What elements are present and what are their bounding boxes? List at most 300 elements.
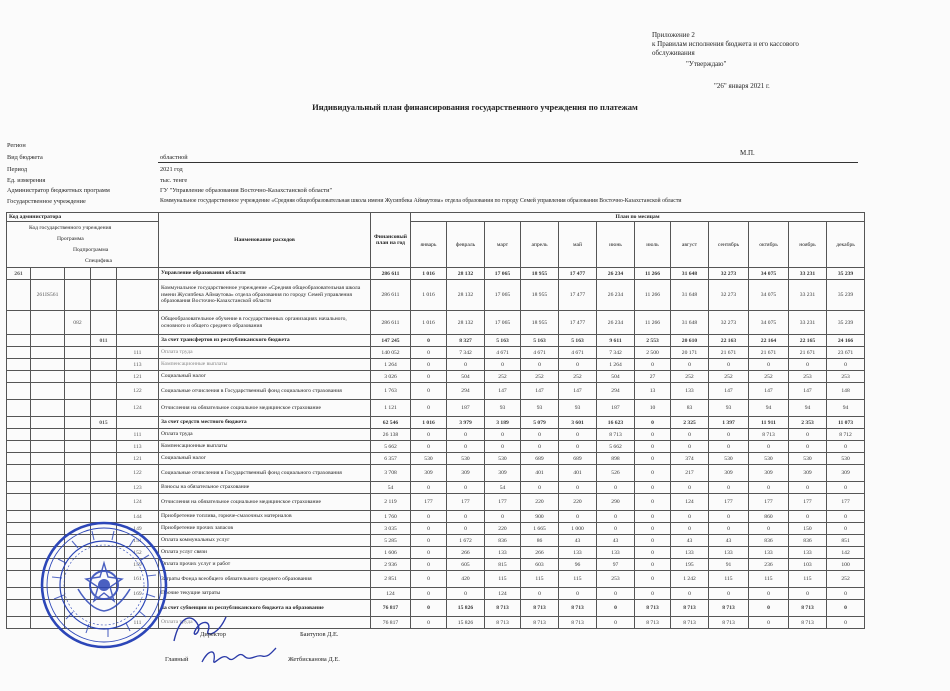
month-value-cell: 1 016	[411, 311, 447, 335]
month-value-cell: 252	[559, 371, 597, 383]
month-value-cell: 0	[635, 441, 671, 453]
month-value-cell: 8 713	[485, 617, 521, 629]
month-value-cell: 0	[789, 511, 827, 523]
month-value-cell: 0	[485, 441, 521, 453]
month-value-cell: 0	[559, 429, 597, 441]
accountant-label: Главный	[165, 656, 189, 663]
month-value-cell: 142	[827, 547, 865, 559]
month-value-cell: 21 671	[789, 347, 827, 359]
code-cell	[31, 371, 65, 383]
month-value-cell: 0	[827, 523, 865, 535]
month-value-cell: 22 163	[709, 335, 749, 347]
annual-plan-cell: 54	[371, 482, 411, 494]
month-value-cell: 253	[827, 371, 865, 383]
month-value-cell: 86	[521, 535, 559, 547]
code-cell: 111	[117, 347, 159, 359]
month-value-cell: 115	[749, 571, 789, 588]
code-cell	[91, 268, 117, 280]
month-value-cell: 689	[559, 453, 597, 465]
month-value-cell: 504	[447, 371, 485, 383]
month-value-cell: 26 234	[597, 311, 635, 335]
month-value-cell: 603	[521, 559, 559, 571]
code-cell: 159	[117, 559, 159, 571]
month-value-cell: 187	[447, 400, 485, 417]
month-value-cell: 309	[789, 465, 827, 482]
month-value-cell: 0	[749, 600, 789, 617]
month-value-cell: 5 079	[521, 417, 559, 429]
code-cell	[7, 511, 31, 523]
month-value-cell: 0	[447, 511, 485, 523]
month-value-cell: 133	[485, 547, 521, 559]
month-value-cell: 0	[789, 441, 827, 453]
month-value-cell: 8 713	[521, 600, 559, 617]
expense-name-cell: За счет средств местного бюджета	[159, 417, 371, 429]
expense-name-cell: За счет трансфертов из республиканского бюджета	[159, 335, 371, 347]
month-value-cell: 0	[411, 371, 447, 383]
month-value-cell: 11 911	[749, 417, 789, 429]
month-value-cell: 187	[597, 400, 635, 417]
month-value-cell: 0	[411, 347, 447, 359]
month-value-cell: 294	[597, 383, 635, 400]
month-value-cell: 54	[485, 482, 521, 494]
table-row	[7, 400, 865, 417]
month-value-cell: 0	[411, 571, 447, 588]
month-value-cell: 0	[597, 617, 635, 629]
month-value-cell: 1 397	[709, 417, 749, 429]
month-value-cell: 15 826	[447, 617, 485, 629]
month-value-cell: 0	[749, 588, 789, 600]
month-value-cell: 1 016	[411, 268, 447, 280]
month-value-cell: 94	[749, 400, 789, 417]
month-value-cell: 177	[789, 494, 827, 511]
month-value-cell: 5 662	[597, 441, 635, 453]
month-value-cell: 530	[789, 453, 827, 465]
month-value-cell: 26 234	[597, 280, 635, 311]
code-cell	[91, 311, 117, 335]
expense-name-cell: Компенсационные выплаты	[159, 359, 371, 371]
expense-name-cell: Оплата труда	[159, 429, 371, 441]
month-value-cell: 0	[521, 429, 559, 441]
month-value-cell: 103	[789, 559, 827, 571]
month-value-cell: 290	[597, 494, 635, 511]
month-value-cell: 900	[521, 511, 559, 523]
month-value-cell: 0	[559, 511, 597, 523]
table-row	[7, 268, 865, 280]
month-value-cell: 252	[749, 371, 789, 383]
month-value-cell: 31 648	[671, 311, 709, 335]
month-value-cell: 133	[671, 383, 709, 400]
code-cell	[7, 547, 31, 559]
month-value-cell: 0	[635, 429, 671, 441]
table-row	[7, 371, 865, 383]
meta-value: областной	[160, 154, 188, 161]
seal-place-label: М.П.	[740, 149, 755, 157]
month-value-cell: 32 273	[709, 280, 749, 311]
month-value-cell: 17 477	[559, 268, 597, 280]
month-value-cell: 147	[559, 383, 597, 400]
appendix-line: к Правилам исполнения бюджета и его кассового	[652, 40, 799, 48]
code-cell	[7, 311, 31, 335]
month-value-cell: 253	[789, 371, 827, 383]
month-value-cell: 374	[671, 453, 709, 465]
month-value-cell: 195	[671, 559, 709, 571]
code-cell	[31, 417, 65, 429]
month-value-cell: 0	[411, 441, 447, 453]
annual-plan-cell: 26 138	[371, 429, 411, 441]
month-value-cell: 0	[709, 523, 749, 535]
month-value-cell: 0	[521, 359, 559, 371]
month-value-cell: 43	[671, 535, 709, 547]
month-value-cell: 97	[597, 559, 635, 571]
month-value-cell: 4 671	[559, 347, 597, 359]
annual-plan-cell: 6 357	[371, 453, 411, 465]
code-cell	[65, 383, 91, 400]
month-value-cell: 4 671	[521, 347, 559, 359]
month-value-cell: 93	[521, 400, 559, 417]
month-value-cell: 13	[635, 383, 671, 400]
month-value-cell: 2 500	[635, 347, 671, 359]
month-value-cell: 177	[827, 494, 865, 511]
subprogram-header: Подпрограмма	[73, 246, 109, 253]
month-value-cell: 2 553	[635, 335, 671, 347]
code-cell	[31, 347, 65, 359]
code-cell	[7, 559, 31, 571]
table-row	[7, 494, 865, 511]
month-value-cell: 1 665	[521, 523, 559, 535]
month-header: декабрь	[827, 222, 865, 268]
meta-value: 2021 год	[160, 166, 183, 173]
month-value-cell: 0	[635, 588, 671, 600]
code-cell	[7, 588, 31, 600]
code-cell	[7, 535, 31, 547]
code-cell	[7, 335, 31, 347]
month-value-cell: 8 713	[559, 617, 597, 629]
month-value-cell: 309	[709, 465, 749, 482]
annual-plan-cell: 286 611	[371, 311, 411, 335]
code-cell	[31, 268, 65, 280]
month-value-cell: 96	[559, 559, 597, 571]
month-value-cell: 0	[749, 617, 789, 629]
month-value-cell: 266	[447, 547, 485, 559]
name-header: Наименование расходов	[159, 213, 371, 268]
month-value-cell: 93	[709, 400, 749, 417]
code-cell	[65, 429, 91, 441]
month-value-cell: 0	[597, 482, 635, 494]
code-cell	[7, 359, 31, 371]
month-value-cell: 0	[827, 617, 865, 629]
month-value-cell: 0	[559, 441, 597, 453]
month-value-cell: 93	[485, 400, 521, 417]
month-value-cell: 0	[709, 441, 749, 453]
month-value-cell: 530	[485, 453, 521, 465]
month-value-cell: 0	[559, 359, 597, 371]
month-value-cell: 252	[709, 371, 749, 383]
meta-label: Ед. измерения	[7, 177, 46, 184]
month-value-cell: 0	[597, 523, 635, 535]
expense-name-cell: Приобретение топлива, горюче-смазочных материалов	[159, 511, 371, 523]
code-cell	[65, 400, 91, 417]
month-value-cell: 530	[709, 453, 749, 465]
month-value-cell: 0	[635, 535, 671, 547]
month-value-cell: 836	[749, 535, 789, 547]
month-value-cell: 2 325	[671, 417, 709, 429]
month-value-cell: 0	[709, 511, 749, 523]
month-value-cell: 91	[709, 559, 749, 571]
month-value-cell: 0	[411, 383, 447, 400]
month-value-cell: 150	[789, 523, 827, 535]
expense-name-cell: Общеобразовательное обучение в государственных организациях начального, основного и общего среднего образования	[159, 311, 371, 335]
code-cell: 261IS561	[31, 280, 65, 311]
month-value-cell: 530	[411, 453, 447, 465]
annual-plan-cell: 3 035	[371, 523, 411, 535]
code-cell	[7, 417, 31, 429]
month-value-cell: 8 713	[597, 429, 635, 441]
month-value-cell: 252	[827, 571, 865, 588]
month-value-cell: 0	[635, 494, 671, 511]
month-value-cell: 177	[411, 494, 447, 511]
month-value-cell: 0	[635, 511, 671, 523]
month-value-cell: 0	[635, 523, 671, 535]
month-value-cell: 133	[749, 547, 789, 559]
month-value-cell: 8 713	[789, 617, 827, 629]
month-value-cell: 0	[411, 617, 447, 629]
code-cell: 113	[117, 359, 159, 371]
month-value-cell: 17 065	[485, 280, 521, 311]
month-value-cell: 0	[709, 359, 749, 371]
month-value-cell: 124	[671, 494, 709, 511]
month-value-cell: 133	[789, 547, 827, 559]
appendix-note	[652, 31, 799, 58]
month-value-cell: 0	[411, 535, 447, 547]
expense-name-cell: Компенсационные выплаты	[159, 441, 371, 453]
month-value-cell: 32 273	[709, 268, 749, 280]
month-value-cell: 8 713	[521, 617, 559, 629]
month-value-cell: 0	[671, 588, 709, 600]
month-value-cell: 504	[597, 371, 635, 383]
month-value-cell: 16 623	[597, 417, 635, 429]
month-value-cell: 220	[559, 494, 597, 511]
month-value-cell: 0	[789, 588, 827, 600]
month-value-cell: 0	[447, 482, 485, 494]
month-value-cell: 0	[411, 359, 447, 371]
table-row	[7, 429, 865, 441]
code-cell	[117, 311, 159, 335]
month-value-cell: 0	[671, 429, 709, 441]
code-cell	[91, 359, 117, 371]
code-cell	[65, 417, 91, 429]
month-value-cell: 0	[521, 588, 559, 600]
month-value-cell: 0	[635, 417, 671, 429]
code-cell: 144	[117, 511, 159, 523]
month-value-cell: 43	[709, 535, 749, 547]
month-value-cell: 18 955	[521, 311, 559, 335]
month-value-cell: 11 266	[635, 311, 671, 335]
month-value-cell: 147	[521, 383, 559, 400]
annual-plan-cell: 286 611	[371, 268, 411, 280]
month-value-cell: 0	[635, 571, 671, 588]
expense-name-cell: Социальные отчисления в Государственный фонд социального страхования	[159, 465, 371, 482]
code-subheaders	[7, 222, 159, 268]
month-value-cell: 0	[411, 511, 447, 523]
month-value-cell: 133	[671, 547, 709, 559]
month-value-cell: 0	[827, 482, 865, 494]
annual-plan-cell: 124	[371, 588, 411, 600]
month-value-cell: 23 671	[827, 347, 865, 359]
code-cell: 111	[117, 617, 159, 629]
code-cell	[31, 400, 65, 417]
month-header: март	[485, 222, 521, 268]
expense-name-cell: Управление образования области	[159, 268, 371, 280]
month-value-cell: 8 713	[635, 600, 671, 617]
month-value-cell: 309	[485, 465, 521, 482]
month-value-cell: 35 239	[827, 268, 865, 280]
month-header: август	[671, 222, 709, 268]
month-value-cell: 93	[559, 400, 597, 417]
code-cell: 011	[91, 335, 117, 347]
month-value-cell: 0	[671, 359, 709, 371]
month-value-cell: 0	[411, 429, 447, 441]
month-value-cell: 20 171	[671, 347, 709, 359]
table-row	[7, 347, 865, 359]
expense-name-cell: Прочие текущие затраты	[159, 588, 371, 600]
code-cell	[91, 465, 117, 482]
month-value-cell: 0	[671, 482, 709, 494]
code-cell	[65, 482, 91, 494]
month-value-cell: 28 132	[447, 311, 485, 335]
table-row	[7, 453, 865, 465]
month-value-cell: 124	[485, 588, 521, 600]
code-cell: 122	[117, 465, 159, 482]
month-value-cell: 309	[447, 465, 485, 482]
annual-plan-cell: 5 285	[371, 535, 411, 547]
annual-plan-cell: 1 763	[371, 383, 411, 400]
month-value-cell: 0	[827, 588, 865, 600]
month-value-cell: 530	[749, 453, 789, 465]
code-cell: 124	[117, 400, 159, 417]
month-value-cell: 115	[559, 571, 597, 588]
month-value-cell: 0	[789, 359, 827, 371]
month-value-cell: 148	[827, 383, 865, 400]
code-cell	[7, 400, 31, 417]
code-cell	[117, 417, 159, 429]
month-value-cell: 0	[559, 588, 597, 600]
expense-name-cell: Социальные отчисления в Государственный фонд социального страхования	[159, 383, 371, 400]
annual-plan-cell: 3 026	[371, 371, 411, 383]
expense-name-cell: Оплата труда	[159, 347, 371, 359]
month-value-cell: 8 713	[709, 600, 749, 617]
month-value-cell: 0	[671, 511, 709, 523]
month-header: октябрь	[749, 222, 789, 268]
table-row	[7, 280, 865, 311]
code-cell	[65, 453, 91, 465]
month-value-cell: 0	[749, 523, 789, 535]
code-cell	[31, 465, 65, 482]
month-value-cell: 252	[485, 371, 521, 383]
month-value-cell: 133	[709, 547, 749, 559]
month-value-cell: 133	[597, 547, 635, 559]
month-value-cell: 34 075	[749, 268, 789, 280]
month-value-cell: 0	[521, 441, 559, 453]
month-value-cell: 0	[485, 429, 521, 441]
month-value-cell: 17 477	[559, 311, 597, 335]
table-row	[7, 359, 865, 371]
code-cell	[65, 280, 91, 311]
code-cell	[7, 371, 31, 383]
month-value-cell: 1 242	[671, 571, 709, 588]
month-value-cell: 0	[411, 482, 447, 494]
month-value-cell: 0	[709, 429, 749, 441]
expense-name-cell: Оплата труда	[159, 617, 371, 629]
month-value-cell: 24 166	[827, 335, 865, 347]
table-header	[7, 213, 865, 268]
month-value-cell: 266	[521, 547, 559, 559]
code-cell: 015	[91, 417, 117, 429]
month-value-cell: 177	[447, 494, 485, 511]
month-value-cell: 115	[709, 571, 749, 588]
code-cell: 161	[117, 571, 159, 588]
month-value-cell: 851	[827, 535, 865, 547]
table-row	[7, 465, 865, 482]
code-cell	[31, 383, 65, 400]
table-row	[7, 383, 865, 400]
code-cell: 113	[117, 441, 159, 453]
code-cell	[7, 494, 31, 511]
code-cell	[65, 465, 91, 482]
month-value-cell: 43	[597, 535, 635, 547]
month-value-cell: 26 234	[597, 268, 635, 280]
code-cell	[65, 268, 91, 280]
month-value-cell: 33 231	[789, 268, 827, 280]
table-row	[7, 311, 865, 335]
month-header: сентябрь	[709, 222, 749, 268]
month-value-cell: 15 826	[447, 600, 485, 617]
month-value-cell: 17 065	[485, 311, 521, 335]
month-value-cell: 33 231	[789, 280, 827, 311]
month-value-cell: 401	[559, 465, 597, 482]
month-value-cell: 18 955	[521, 268, 559, 280]
month-value-cell: 0	[411, 523, 447, 535]
expense-name-cell: Оплата услуг связи	[159, 547, 371, 559]
month-value-cell: 17 065	[485, 268, 521, 280]
code-cell: 149	[117, 523, 159, 535]
month-value-cell: 0	[521, 482, 559, 494]
code-cell	[7, 347, 31, 359]
divider	[158, 162, 858, 163]
month-value-cell: 8 712	[827, 429, 865, 441]
expense-name-cell: Отчисления на обязательное социальное медицинское страхование	[159, 494, 371, 511]
code-cell	[91, 371, 117, 383]
month-value-cell: 0	[635, 559, 671, 571]
month-value-cell: 0	[447, 523, 485, 535]
month-value-cell: 220	[485, 523, 521, 535]
code-cell	[31, 335, 65, 347]
annual-plan-cell: 286 611	[371, 280, 411, 311]
month-value-cell: 309	[749, 465, 789, 482]
code-cell	[91, 453, 117, 465]
month-value-cell: 10	[635, 400, 671, 417]
month-value-cell: 836	[789, 535, 827, 547]
annual-plan-cell: 5 662	[371, 441, 411, 453]
annual-plan-cell: 2 936	[371, 559, 411, 571]
month-value-cell: 0	[827, 600, 865, 617]
month-value-cell: 0	[827, 359, 865, 371]
code-cell	[65, 441, 91, 453]
expense-name-cell: Оплата коммунальных услуг	[159, 535, 371, 547]
table-row	[7, 441, 865, 453]
code-cell	[31, 359, 65, 371]
month-value-cell: 147	[749, 383, 789, 400]
month-value-cell: 860	[749, 511, 789, 523]
